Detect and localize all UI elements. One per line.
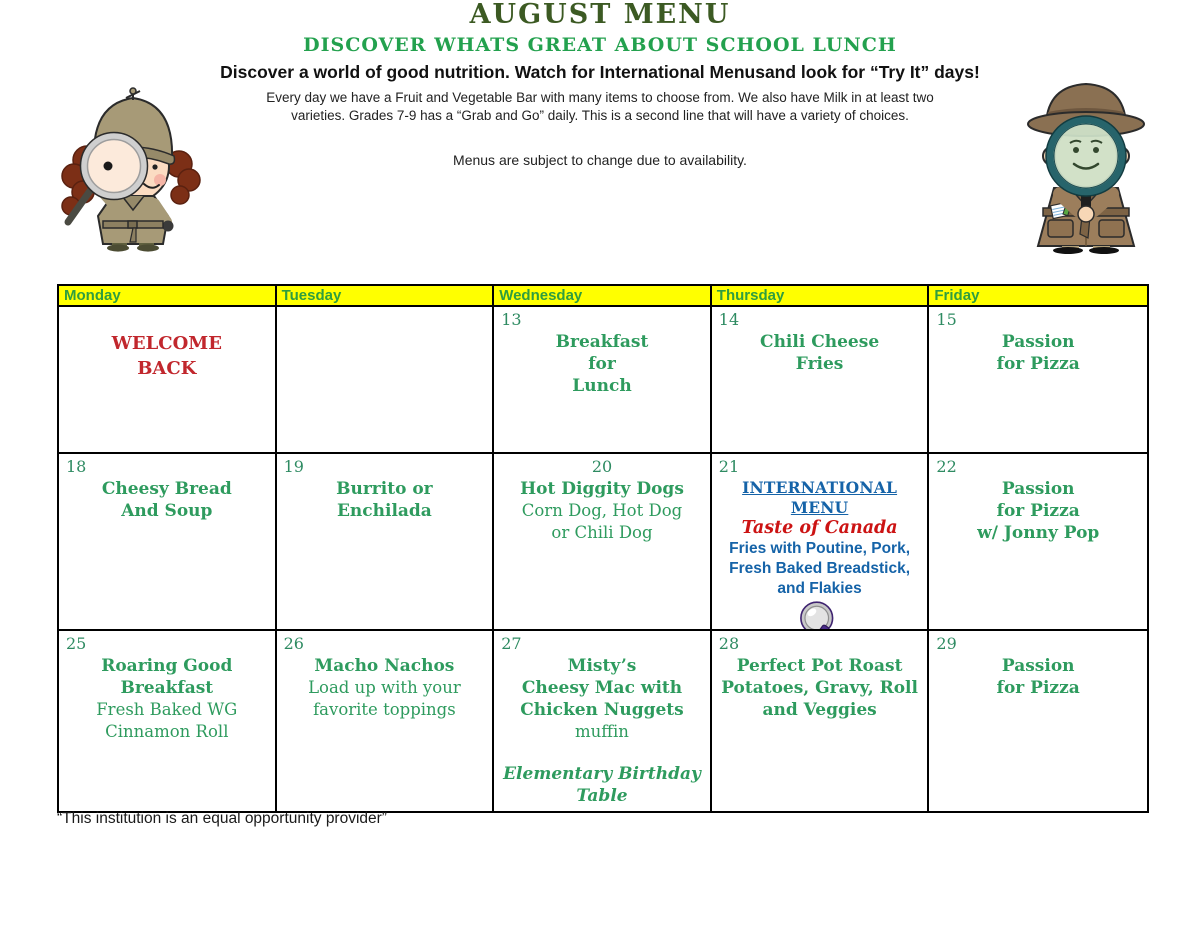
menu-item-line: for Pizza bbox=[996, 354, 1080, 374]
menu-item-line: Breakfast bbox=[555, 332, 649, 352]
menu-item-line: Taste of Canada bbox=[741, 518, 898, 538]
menu-item-line: or Chili Dog bbox=[551, 523, 653, 542]
calendar-cell-r0c0 bbox=[59, 307, 277, 454]
day-header-wednesday: Wednesday bbox=[494, 286, 712, 307]
menu-item-line: Cinnamon Roll bbox=[105, 722, 229, 741]
menu-item-line: Chicken Nuggets bbox=[520, 700, 684, 720]
date-number: 22 bbox=[936, 457, 957, 476]
menu-item-line: Misty’s bbox=[567, 656, 637, 676]
menu-item-line: Fresh Baked Breadstick, bbox=[729, 560, 911, 577]
magnifying-glass-icon bbox=[716, 601, 924, 631]
menu-item-line: Passion bbox=[1001, 479, 1075, 499]
menu-item-line: Fries with Poutine, Pork, bbox=[729, 540, 911, 557]
date-number: 27 bbox=[501, 634, 522, 653]
menu-item-line: Burrito or bbox=[336, 479, 433, 499]
menu-item-line: Perfect Pot Roast bbox=[736, 656, 903, 676]
cell-content bbox=[712, 653, 928, 721]
calendar-table bbox=[57, 284, 1149, 813]
date-number: 29 bbox=[936, 634, 957, 653]
menu-item-line: and Flakies bbox=[777, 580, 862, 597]
calendar-cell-29 bbox=[929, 631, 1147, 811]
menu-item-line: for Pizza bbox=[996, 501, 1080, 521]
cell-content bbox=[712, 329, 928, 375]
menu-item-line: Cheesy Bread bbox=[101, 479, 232, 499]
calendar-cell-27 bbox=[494, 631, 712, 811]
date-number: 14 bbox=[718, 310, 740, 329]
date-number bbox=[277, 307, 493, 329]
note-line-1: Every day we have a Fruit and Vegetable Bar with many items to choose from. We also have Milk in at least two bbox=[266, 90, 934, 105]
date-number: 18 bbox=[66, 457, 87, 476]
menu-item-line: w/ Jonny Pop bbox=[977, 523, 1100, 543]
menu-item-line: Macho Nachos bbox=[314, 656, 455, 676]
calendar-cell-r0c1 bbox=[277, 307, 495, 454]
day-header-thursday: Thursday bbox=[712, 286, 930, 307]
date-number: 15 bbox=[936, 310, 957, 329]
cell-content bbox=[59, 476, 275, 522]
calendar-cell-18 bbox=[59, 454, 277, 631]
calendar-cell-13 bbox=[494, 307, 712, 454]
menu-item-line: and Veggies bbox=[762, 700, 877, 720]
calendar-cell-26 bbox=[277, 631, 495, 811]
calendar-cell-28 bbox=[712, 631, 930, 811]
disclaimer: “This institution is an equal opportunity provider” bbox=[57, 810, 387, 827]
tagline: Discover a world of good nutrition. Watch for International Menusand look for “Try It” days! bbox=[220, 62, 980, 82]
menu-item-line: Table bbox=[576, 786, 628, 806]
cell-content bbox=[277, 653, 493, 721]
menu-item-line: Breakfast bbox=[120, 678, 214, 698]
menu-item-line: Fries bbox=[795, 354, 844, 374]
calendar-cell-20 bbox=[494, 454, 712, 631]
menu-item-line: Passion bbox=[1001, 332, 1075, 352]
menu-item-line: Enchilada bbox=[336, 501, 432, 521]
menu-item-line: for Pizza bbox=[996, 678, 1080, 698]
calendar-cell-15 bbox=[929, 307, 1147, 454]
menu-item-line: Elementary Birthday bbox=[503, 764, 701, 784]
page-subtitle: DISCOVER WHATS GREAT ABOUT SCHOOL LUNCH bbox=[303, 34, 897, 56]
note-line-2: varieties. Grades 7-9 has a “Grab and Go” daily. This is a second line that will have a variety of choices. bbox=[291, 107, 909, 123]
cell-content bbox=[277, 329, 493, 331]
cell-content bbox=[277, 476, 493, 522]
menu-item-line: Lunch bbox=[572, 376, 632, 396]
calendar-cell-14 bbox=[712, 307, 930, 454]
calendar-cell-22 bbox=[929, 454, 1147, 631]
day-header-monday: Monday bbox=[59, 286, 277, 307]
date-number bbox=[59, 307, 275, 329]
menu-item-line: Hot Diggity Dogs bbox=[520, 479, 684, 499]
menu-item-line: favorite toppings bbox=[313, 700, 456, 719]
cell-content bbox=[494, 476, 710, 544]
cell-content bbox=[929, 329, 1147, 375]
menu-item-line: Load up with your bbox=[308, 678, 461, 697]
date-number: 25 bbox=[66, 634, 87, 653]
menu-item-line: And Soup bbox=[121, 501, 213, 521]
cell-content bbox=[494, 329, 710, 397]
menu-item-line: INTERNATIONAL MENU bbox=[742, 478, 898, 517]
cell-content bbox=[59, 653, 275, 743]
date-number: 13 bbox=[501, 310, 522, 329]
menu-item-line: WELCOME bbox=[111, 333, 222, 354]
date-number: 20 bbox=[591, 457, 613, 476]
calendar-cell-19 bbox=[277, 454, 495, 631]
day-header-friday: Friday bbox=[929, 286, 1147, 307]
cell-content bbox=[929, 653, 1147, 699]
menu-item-line: BACK bbox=[137, 358, 197, 379]
cell-content bbox=[712, 476, 928, 631]
page-header bbox=[0, 0, 1200, 168]
date-number: 28 bbox=[718, 634, 740, 653]
cell-content bbox=[929, 476, 1147, 544]
page-title: AUGUST MENU bbox=[469, 0, 731, 30]
date-number: 19 bbox=[283, 457, 304, 476]
spacer bbox=[498, 743, 706, 763]
cell-content bbox=[494, 653, 710, 807]
menu-item-line: Potatoes, Gravy, Roll bbox=[721, 678, 918, 698]
cell-content bbox=[59, 329, 275, 381]
menu-item-line: Chili Cheese bbox=[760, 332, 880, 352]
menu-item-line: muffin bbox=[575, 722, 629, 741]
menu-item-line: Fresh Baked WG bbox=[96, 700, 238, 719]
menu-item-line: Cheesy Mac with bbox=[521, 678, 683, 698]
availability-note: Menus are subject to change due to availability. bbox=[453, 152, 747, 168]
calendar-cell-21 bbox=[712, 454, 930, 631]
date-number: 21 bbox=[718, 457, 740, 476]
menu-item-line: for bbox=[588, 354, 616, 374]
day-header-tuesday: Tuesday bbox=[277, 286, 495, 307]
menu-item-line: Corn Dog, Hot Dog bbox=[521, 501, 683, 520]
date-number: 26 bbox=[283, 634, 304, 653]
menu-item-line: Passion bbox=[1001, 656, 1075, 676]
menu-item-line: Roaring Good bbox=[101, 656, 233, 676]
calendar-cell-25 bbox=[59, 631, 277, 811]
